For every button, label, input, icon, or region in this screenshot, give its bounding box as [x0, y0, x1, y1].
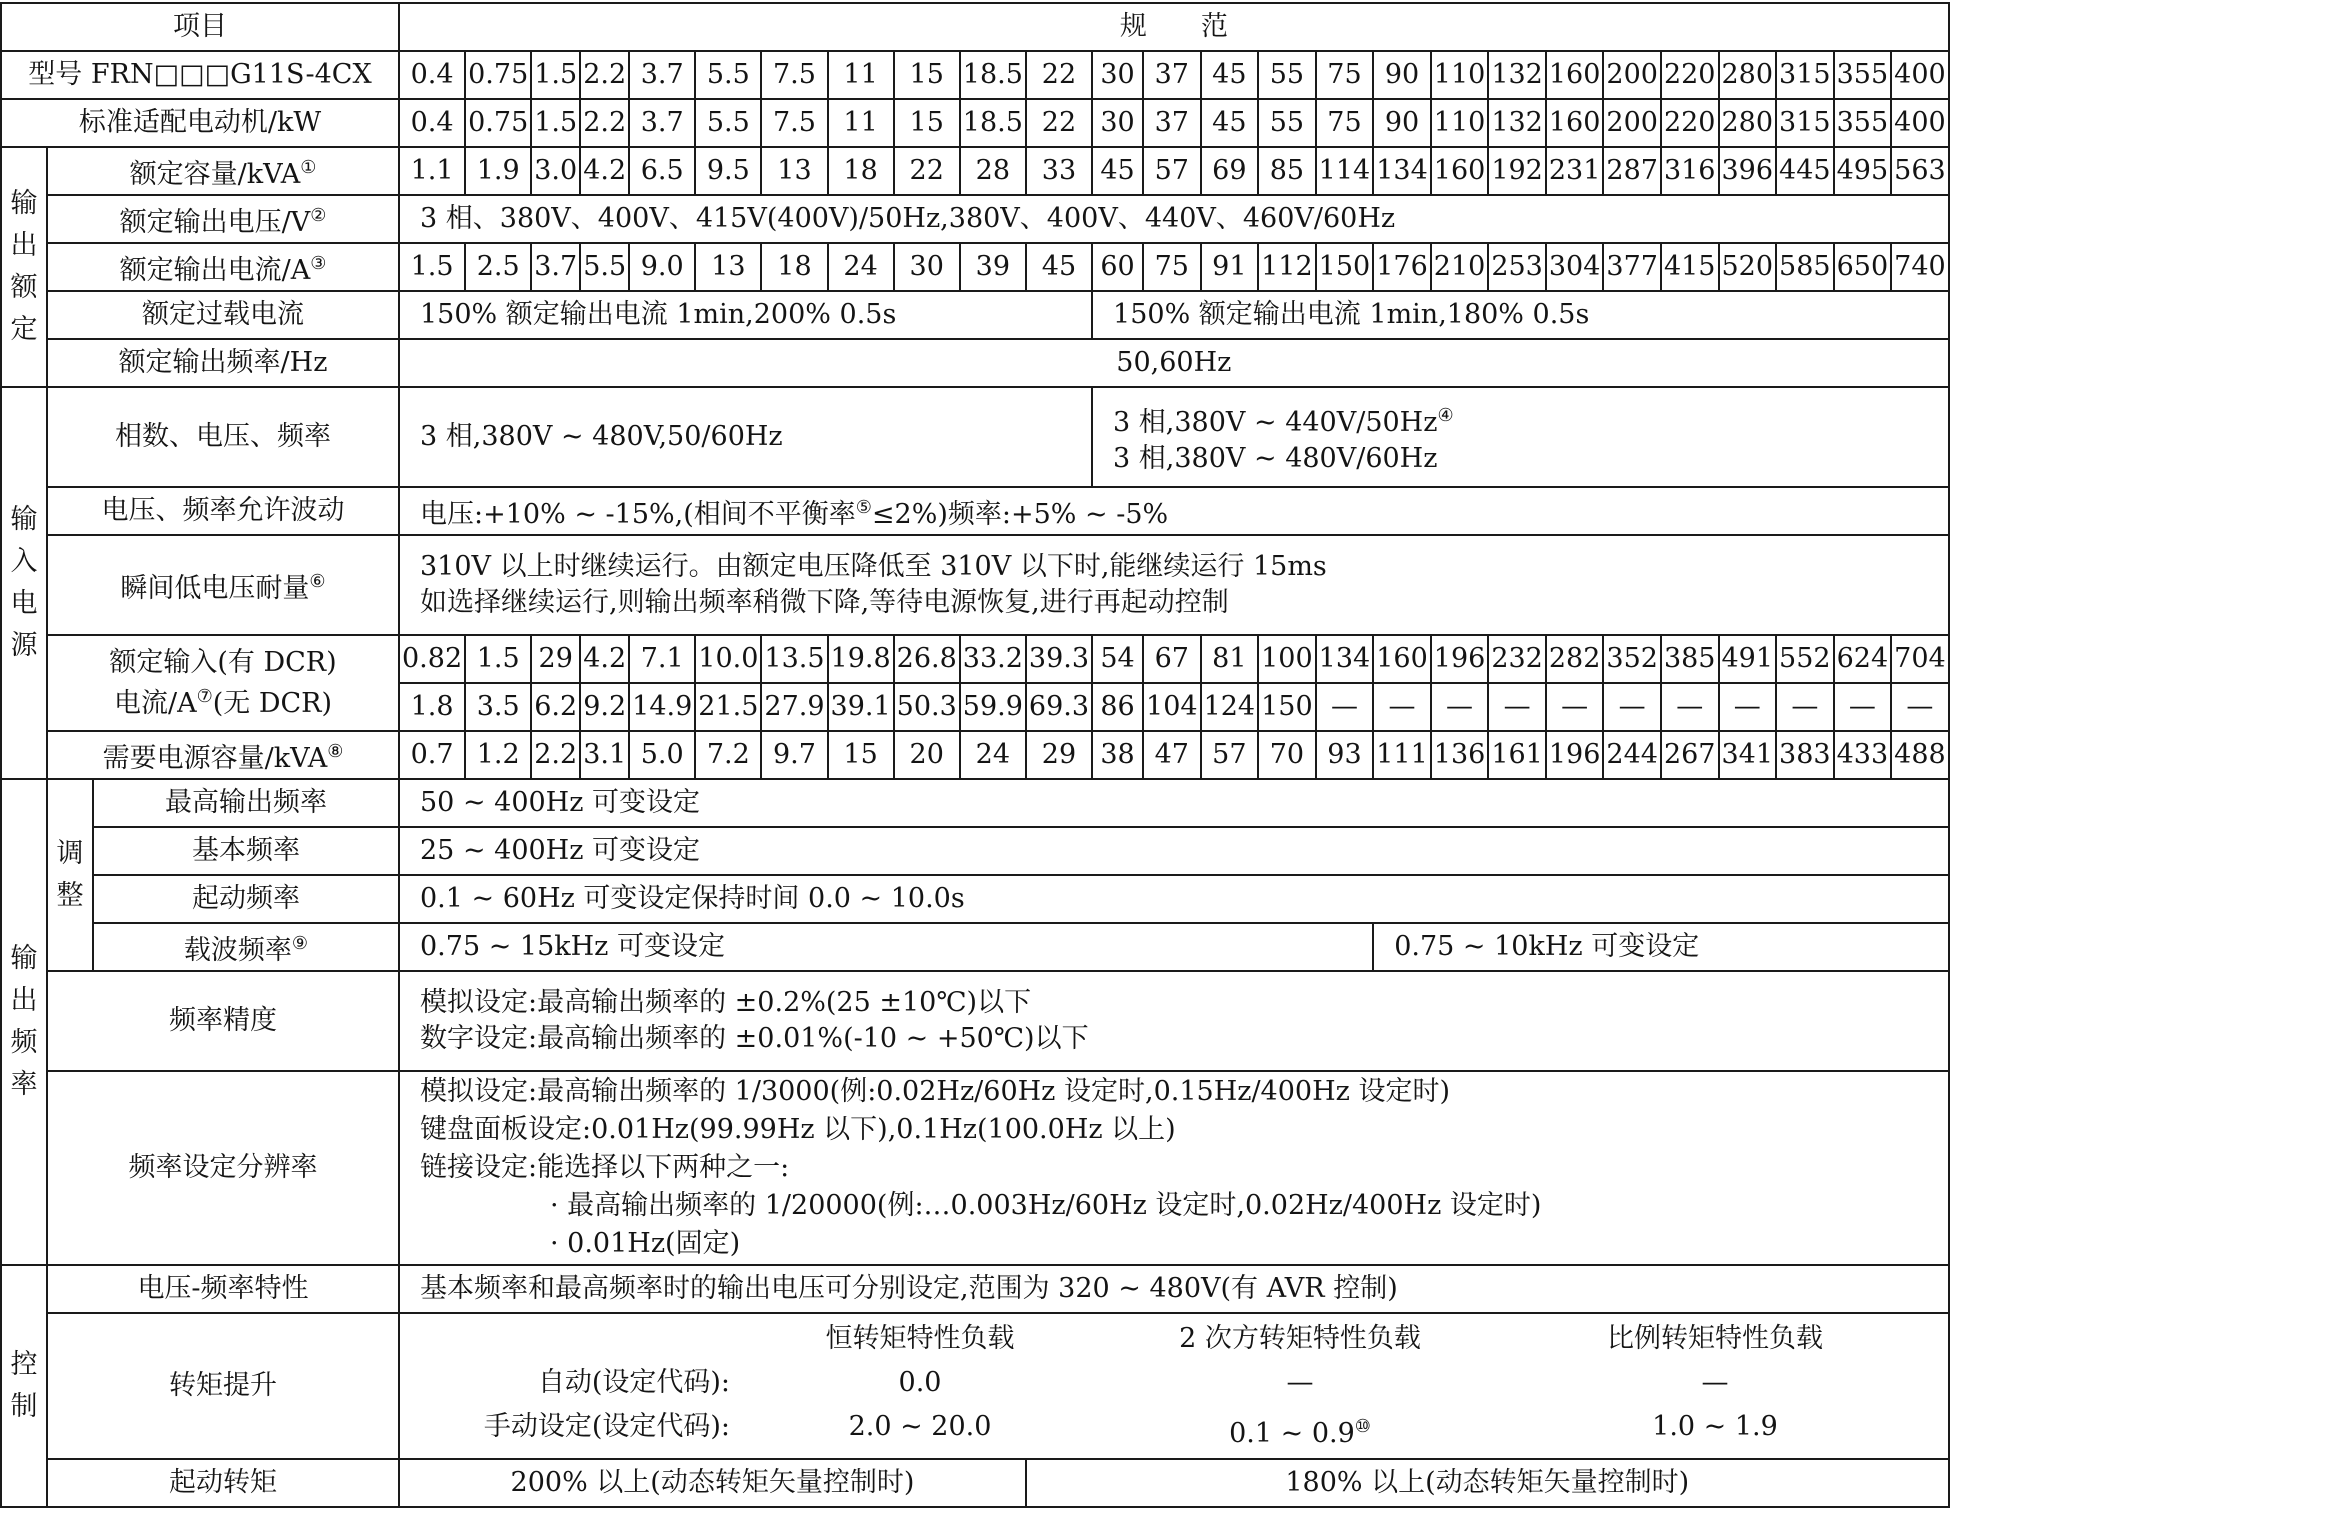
start-freq-label: 起动频率	[93, 875, 399, 923]
value-cell: 19.8	[828, 635, 894, 683]
value-cell: 104	[1143, 683, 1201, 731]
value-cell: —	[1488, 683, 1546, 731]
base-freq-text: 25 ~ 400Hz 可变设定	[399, 827, 1949, 875]
current-row	[1, 243, 1949, 291]
value-cell: 75	[1316, 51, 1374, 99]
fluctuation-text: 电压:+10% ~ -15%,(相间不平衡率⑤≤2%)频率:+5% ~ -5%	[399, 487, 1949, 535]
phase-label: 相数、电压、频率	[47, 387, 399, 487]
value-cell: 132	[1488, 99, 1546, 147]
value-cell: 29	[1026, 731, 1092, 779]
value-cell: 30	[1092, 51, 1143, 99]
value-cell: 287	[1603, 147, 1661, 195]
value-cell: 5.5	[695, 99, 761, 147]
value-cell: 134	[1373, 147, 1431, 195]
vf-text: 基本频率和最高频率时的输出电压可分别设定,范围为 320 ~ 480V(有 AVR 控制)	[399, 1265, 1949, 1313]
model-row	[1, 51, 1949, 99]
value-cell: 0.7	[399, 731, 465, 779]
carrier-row	[1, 923, 1949, 971]
max-freq-label: 最高输出频率	[93, 779, 399, 827]
value-cell: 85	[1258, 147, 1316, 195]
value-cell: 150	[1258, 683, 1316, 731]
low-voltage-text: 310V 以上时继续运行。由额定电压降低至 310V 以下时,能继续运行 15ms 如选择继续运行,则输出频率稍微下降,等待电源恢复,进行再起动控制	[399, 535, 1949, 635]
value-cell: 3.7	[629, 51, 695, 99]
value-cell: 220	[1661, 51, 1719, 99]
value-cell: 22	[1026, 51, 1092, 99]
value-cell: 1.9	[465, 147, 531, 195]
value-cell: —	[1546, 683, 1604, 731]
value-cell: 45	[1201, 99, 1259, 147]
value-cell: 18	[828, 147, 894, 195]
value-cell: 491	[1719, 635, 1777, 683]
value-cell: 30	[894, 243, 960, 291]
value-cell: 14.9	[629, 683, 695, 731]
value-cell: 29	[531, 635, 580, 683]
phase-text-b: 3 相,380V ~ 440V/50Hz④ 3 相,380V ~ 480V/60Hz	[1092, 387, 1949, 487]
value-cell: 316	[1661, 147, 1719, 195]
capacity-required-label: 需要电源容量/kVA⑧	[47, 731, 399, 779]
value-cell: 280	[1719, 99, 1777, 147]
value-cell: 86	[1092, 683, 1143, 731]
value-cell: 160	[1546, 51, 1604, 99]
value-cell: 37	[1143, 51, 1201, 99]
group-input-power: 输入电源	[1, 387, 47, 779]
capacity-required-row	[1, 731, 1949, 779]
value-cell: 315	[1776, 51, 1834, 99]
value-cell: 13	[695, 243, 761, 291]
value-cell: 39.3	[1026, 635, 1092, 683]
value-cell: 39	[960, 243, 1026, 291]
low-voltage-row	[1, 535, 1949, 635]
value-cell: —	[1316, 683, 1374, 731]
value-cell: 210	[1431, 243, 1489, 291]
value-cell: —	[1431, 683, 1489, 731]
carrier-text-a: 0.75 ~ 15kHz 可变设定	[399, 923, 1373, 971]
value-cell: 196	[1431, 635, 1489, 683]
value-cell: 20	[894, 731, 960, 779]
value-cell: 6.2	[531, 683, 580, 731]
value-cell: 445	[1776, 147, 1834, 195]
value-cell: 385	[1661, 635, 1719, 683]
value-cell: 220	[1661, 99, 1719, 147]
value-cell: 488	[1891, 731, 1949, 779]
value-cell: 0.4	[399, 99, 465, 147]
value-cell: 69	[1201, 147, 1259, 195]
value-cell: 3.7	[531, 243, 580, 291]
value-cell: 563	[1891, 147, 1949, 195]
value-cell: 47	[1143, 731, 1201, 779]
value-cell: 21.5	[695, 683, 761, 731]
value-cell: 267	[1661, 731, 1719, 779]
value-cell: 280	[1719, 51, 1777, 99]
value-cell: 18.5	[960, 51, 1026, 99]
value-cell: 75	[1316, 99, 1374, 147]
value-cell: 114	[1316, 147, 1374, 195]
value-cell: —	[1603, 683, 1661, 731]
value-cell: 3.5	[465, 683, 531, 731]
overload-label: 额定过载电流	[47, 291, 399, 339]
base-freq-row	[1, 827, 1949, 875]
value-cell: 585	[1776, 243, 1834, 291]
value-cell: 24	[960, 731, 1026, 779]
value-cell: 232	[1488, 635, 1546, 683]
overload-text-b: 150% 额定输出电流 1min,180% 0.5s	[1092, 291, 1949, 339]
value-cell: 60	[1092, 243, 1143, 291]
torque-boost-label: 转矩提升	[47, 1313, 399, 1459]
value-cell: 3.0	[531, 147, 580, 195]
value-cell: —	[1834, 683, 1892, 731]
voltage-text: 3 相、380V、400V、415V(400V)/50Hz,380V、400V、440V、460V/60Hz	[399, 195, 1949, 243]
value-cell: 9.7	[761, 731, 827, 779]
group-output-frequency: 输出频率	[1, 779, 47, 1265]
header-spec: 规 范	[399, 3, 1949, 51]
value-cell: 111	[1373, 731, 1431, 779]
value-cell: 253	[1488, 243, 1546, 291]
value-cell: 91	[1201, 243, 1259, 291]
torque-auto-2: —	[1286, 1366, 1314, 1398]
value-cell: 18	[761, 243, 827, 291]
value-cell: 15	[894, 99, 960, 147]
value-cell: 6.5	[629, 147, 695, 195]
max-freq-text: 50 ~ 400Hz 可变设定	[399, 779, 1949, 827]
value-cell: 15	[828, 731, 894, 779]
resolution-text: 模拟设定:最高输出频率的 1/3000(例:0.02Hz/60Hz 设定时,0.15Hz/400Hz 设定时) 键盘面板设定:0.01Hz(99.99Hz 以下),0.1Hz(100.0Hz 以上) 链接设定:能选择以下两种之一: · 最高输出频率的 1/20000(例:…0.003Hz/60Hz 设定时,0.02Hz/400Hz 设定时) · 0.01Hz(固定)	[399, 1071, 1949, 1265]
start-torque-row	[1, 1459, 1949, 1507]
torque-header-proportional: 比例转矩特性负载	[1607, 1322, 1823, 1354]
value-cell: 1.5	[465, 635, 531, 683]
phase-text-a: 3 相,380V ~ 480V,50/60Hz	[399, 387, 1092, 487]
start-torque-text-b: 180% 以上(动态转矩矢量控制时)	[1026, 1459, 1949, 1507]
value-cell: 4.2	[580, 147, 629, 195]
header-row	[1, 3, 1949, 51]
value-cell: 57	[1143, 147, 1201, 195]
vf-row	[1, 1265, 1949, 1313]
value-cell: —	[1719, 683, 1777, 731]
value-cell: 3.7	[629, 99, 695, 147]
value-cell: 1.5	[531, 51, 580, 99]
value-cell: 33	[1026, 147, 1092, 195]
value-cell: 55	[1258, 99, 1316, 147]
current-label: 额定输出电流/A③	[47, 243, 399, 291]
start-freq-text: 0.1 ~ 60Hz 可变设定保持时间 0.0 ~ 10.0s	[399, 875, 1949, 923]
value-cell: 1.1	[399, 147, 465, 195]
value-cell: 22	[1026, 99, 1092, 147]
value-cell: 7.1	[629, 635, 695, 683]
value-cell: 37	[1143, 99, 1201, 147]
value-cell: 27.9	[761, 683, 827, 731]
value-cell: 100	[1258, 635, 1316, 683]
value-cell: 341	[1719, 731, 1777, 779]
value-cell: 244	[1603, 731, 1661, 779]
start-torque-label: 起动转矩	[47, 1459, 399, 1507]
value-cell: 150	[1316, 243, 1374, 291]
value-cell: 1.5	[399, 243, 465, 291]
value-cell: 200	[1603, 99, 1661, 147]
base-freq-label: 基本频率	[93, 827, 399, 875]
voltage-row	[1, 195, 1949, 243]
max-freq-row	[1, 779, 1949, 827]
accuracy-label: 频率精度	[47, 971, 399, 1071]
start-torque-text-a: 200% 以上(动态转矩矢量控制时)	[399, 1459, 1026, 1507]
group-output-rating: 输出额定	[1, 147, 47, 387]
value-cell: 132	[1488, 51, 1546, 99]
value-cell: 433	[1834, 731, 1892, 779]
value-cell: 176	[1373, 243, 1431, 291]
phase-row	[1, 387, 1949, 487]
group-adjust: 调整	[47, 779, 93, 971]
value-cell: 315	[1776, 99, 1834, 147]
frequency-text: 50,60Hz	[399, 339, 1949, 387]
value-cell: 161	[1488, 731, 1546, 779]
value-cell: 28	[960, 147, 1026, 195]
value-cell: 377	[1603, 243, 1661, 291]
value-cell: 5.5	[580, 243, 629, 291]
value-cell: 54	[1092, 635, 1143, 683]
motor-row	[1, 99, 1949, 147]
value-cell: 704	[1891, 635, 1949, 683]
torque-auto-label: 自动(设定代码):	[537, 1366, 730, 1398]
value-cell: —	[1373, 683, 1431, 731]
value-cell: 11	[828, 51, 894, 99]
torque-manual-1: 2.0 ~ 20.0	[848, 1410, 992, 1442]
motor-label: 标准适配电动机/kW	[1, 99, 399, 147]
value-cell: 2.2	[580, 99, 629, 147]
value-cell: 520	[1719, 243, 1777, 291]
value-cell: 45	[1092, 147, 1143, 195]
value-cell: 5.0	[629, 731, 695, 779]
value-cell: 70	[1258, 731, 1316, 779]
value-cell: 415	[1661, 243, 1719, 291]
value-cell: 0.4	[399, 51, 465, 99]
value-cell: 196	[1546, 731, 1604, 779]
value-cell: 400	[1891, 51, 1949, 99]
value-cell: 2.2	[531, 731, 580, 779]
fluctuation-row	[1, 487, 1949, 535]
vf-label: 电压-频率特性	[47, 1265, 399, 1313]
accuracy-text: 模拟设定:最高输出频率的 ±0.2%(25 ±10℃)以下 数字设定:最高输出频率的 ±0.01%(-10 ~ +50℃)以下	[399, 971, 1949, 1071]
value-cell: —	[1776, 683, 1834, 731]
value-cell: 112	[1258, 243, 1316, 291]
value-cell: 81	[1201, 635, 1259, 683]
torque-auto-3: —	[1701, 1366, 1729, 1398]
value-cell: 2.5	[465, 243, 531, 291]
value-cell: 400	[1891, 99, 1949, 147]
torque-boost-table	[399, 1313, 1949, 1459]
value-cell: 134	[1316, 635, 1374, 683]
value-cell: 495	[1834, 147, 1892, 195]
value-cell: 30	[1092, 99, 1143, 147]
group-control: 控制	[1, 1265, 47, 1507]
value-cell: 1.2	[465, 731, 531, 779]
value-cell: 57	[1201, 731, 1259, 779]
value-cell: 352	[1603, 635, 1661, 683]
torque-auto-1: 0.0	[898, 1366, 942, 1398]
value-cell: 231	[1546, 147, 1604, 195]
value-cell: —	[1891, 683, 1949, 731]
value-cell: 24	[828, 243, 894, 291]
value-cell: 13	[761, 147, 827, 195]
value-cell: 7.5	[761, 51, 827, 99]
value-cell: 552	[1776, 635, 1834, 683]
value-cell: 50.3	[894, 683, 960, 731]
value-cell: 33.2	[960, 635, 1026, 683]
value-cell: 0.75	[465, 51, 531, 99]
value-cell: 93	[1316, 731, 1374, 779]
capacity-label: 额定容量/kVA①	[47, 147, 399, 195]
value-cell: 3.1	[580, 731, 629, 779]
value-cell: 624	[1834, 635, 1892, 683]
value-cell: 7.2	[695, 731, 761, 779]
value-cell: 136	[1431, 731, 1489, 779]
value-cell: 160	[1431, 147, 1489, 195]
input-current-dcr-row	[1, 635, 1949, 683]
value-cell: 9.5	[695, 147, 761, 195]
torque-header-square: 2 次方转矩特性负载	[1179, 1322, 1421, 1354]
value-cell: 39.1	[828, 683, 894, 731]
torque-manual-label: 手动设定(设定代码):	[483, 1410, 730, 1442]
value-cell: 69.3	[1026, 683, 1092, 731]
value-cell: 15	[894, 51, 960, 99]
start-freq-row	[1, 875, 1949, 923]
resolution-label: 频率设定分辨率	[47, 1071, 399, 1265]
value-cell: 396	[1719, 147, 1777, 195]
value-cell: 90	[1373, 99, 1431, 147]
carrier-text-b: 0.75 ~ 10kHz 可变设定	[1373, 923, 1948, 971]
spec-table	[0, 2, 1950, 1508]
model-label: 型号 FRN□□□G11S-4CX	[1, 51, 399, 99]
value-cell: 192	[1488, 147, 1546, 195]
value-cell: 1.8	[399, 683, 465, 731]
value-cell: 160	[1546, 99, 1604, 147]
value-cell: 124	[1201, 683, 1259, 731]
value-cell: 11	[828, 99, 894, 147]
frequency-row	[1, 339, 1949, 387]
value-cell: 22	[894, 147, 960, 195]
value-cell: 1.5	[531, 99, 580, 147]
value-cell: 55	[1258, 51, 1316, 99]
value-cell: 26.8	[894, 635, 960, 683]
value-cell: 59.9	[960, 683, 1026, 731]
input-current-label: 额定输入(有 DCR) 电流/A⑦(无 DCR)	[47, 635, 399, 731]
value-cell: 7.5	[761, 99, 827, 147]
value-cell: 45	[1026, 243, 1092, 291]
value-cell: 383	[1776, 731, 1834, 779]
value-cell: 45	[1201, 51, 1259, 99]
value-cell: 67	[1143, 635, 1201, 683]
value-cell: 75	[1143, 243, 1201, 291]
value-cell: 18.5	[960, 99, 1026, 147]
torque-header-constant: 恒转矩特性负载	[825, 1322, 1015, 1354]
overload-row	[1, 291, 1949, 339]
value-cell: 740	[1891, 243, 1949, 291]
resolution-row	[1, 1071, 1949, 1265]
fluctuation-label: 电压、频率允许波动	[47, 487, 399, 535]
low-voltage-label: 瞬间低电压耐量⑥	[47, 535, 399, 635]
value-cell: 355	[1834, 51, 1892, 99]
torque-manual-3: 1.0 ~ 1.9	[1652, 1410, 1778, 1442]
value-cell: 9.0	[629, 243, 695, 291]
value-cell: 38	[1092, 731, 1143, 779]
value-cell: 304	[1546, 243, 1604, 291]
value-cell: 355	[1834, 99, 1892, 147]
value-cell: 282	[1546, 635, 1604, 683]
value-cell: 110	[1431, 99, 1489, 147]
value-cell: 110	[1431, 51, 1489, 99]
torque-manual-2: 0.1 ~ 0.9⑩	[1229, 1415, 1371, 1449]
header-item: 项目	[1, 3, 399, 51]
value-cell: 4.2	[580, 635, 629, 683]
value-cell: 160	[1373, 635, 1431, 683]
value-cell: 10.0	[695, 635, 761, 683]
carrier-label: 载波频率⑨	[93, 923, 399, 971]
value-cell: 13.5	[761, 635, 827, 683]
frequency-label: 额定输出频率/Hz	[47, 339, 399, 387]
value-cell: 9.2	[580, 683, 629, 731]
value-cell: 90	[1373, 51, 1431, 99]
value-cell: 2.2	[580, 51, 629, 99]
value-cell: 5.5	[695, 51, 761, 99]
capacity-row	[1, 147, 1949, 195]
value-cell: 200	[1603, 51, 1661, 99]
value-cell: 650	[1834, 243, 1892, 291]
value-cell: 0.82	[399, 635, 465, 683]
torque-boost-row	[1, 1313, 1949, 1459]
value-cell: —	[1661, 683, 1719, 731]
overload-text-a: 150% 额定输出电流 1min,200% 0.5s	[399, 291, 1092, 339]
value-cell: 0.75	[465, 99, 531, 147]
accuracy-row	[1, 971, 1949, 1071]
voltage-label: 额定输出电压/V②	[47, 195, 399, 243]
